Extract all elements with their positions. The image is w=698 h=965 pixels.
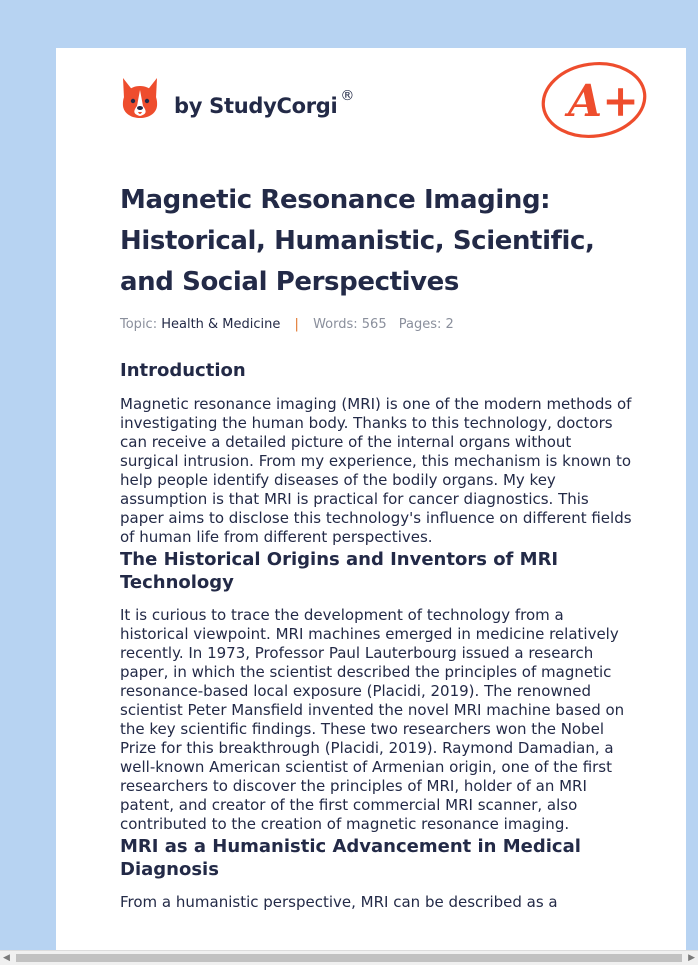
pages-label: Pages:	[398, 317, 442, 332]
section-heading-introduction: Introduction	[120, 360, 246, 381]
topic-link[interactable]: Health & Medicine	[161, 317, 281, 332]
registered-mark: ®	[340, 88, 355, 104]
scrollbar-thumb[interactable]	[16, 954, 682, 962]
a-plus-grade-icon	[538, 58, 650, 140]
section-text-historical: It is curious to trace the development of technology from a historical viewpoint. MRI machines emerged in medicine relatively recently. In 1973, Professor Paul Lauterbourg issued a research paper, in which the scientist described the principles of magnetic resonance-based local exposure (Placidi, 2019). The renowned scientist Peter Mansfield invented the novel MRI machine based on the key scientific findings. These two researchers won the Nobel Prize for this breakthrough (Placidi, 2019). Raymond Damadian, a well-known American scientist of Armenian origin, one of the first researchers to discover the principles of MRI, holder of an MRI patent, and creator of the first commercial MRI scanner, also contributed to the creation of magnetic resonance imaging.	[120, 605, 625, 833]
corgi-icon	[120, 76, 160, 120]
section-heading-humanistic: MRI as a Humanistic Advancement in Medical Diagnosis	[120, 835, 581, 880]
words-label: Words:	[313, 317, 358, 332]
scroll-left-icon[interactable]: ◀	[3, 953, 10, 963]
article-meta	[120, 317, 632, 337]
article-title: Magnetic Resonance Imaging: Historical, Humanistic, Scientific, and Social Perspectives	[120, 185, 595, 297]
document-page	[56, 48, 686, 950]
horizontal-scrollbar[interactable]	[0, 950, 698, 965]
section-text-humanistic: From a humanistic perspective, MRI can be described as a	[120, 892, 558, 911]
section-text-introduction: Magnetic resonance imaging (MRI) is one of the modern methods of investigating the human body. Thanks to this technology, doctors can receive a detailed picture of the internal organs without surgical intrusion. From my experience, this mechanism is known to help people identify diseases of the bodily organs. My key assumption is that MRI is practical for cancer diagnostics. This paper aims to disclose this technology's influence on different fields of human life from different perspectives.	[120, 394, 632, 546]
article-content	[120, 180, 632, 912]
topic-label: Topic:	[120, 317, 158, 332]
words-value: 565	[361, 317, 387, 332]
studycorgi-logo[interactable]	[120, 76, 354, 120]
section-heading-historical: The Historical Origins and Inventors of MRI Technology	[120, 548, 559, 593]
grade-text: A+	[568, 76, 640, 127]
pages-value: 2	[445, 317, 454, 332]
brand-name-text: by StudyCorgi	[174, 94, 338, 118]
meta-separator: |	[294, 317, 299, 332]
scroll-right-icon[interactable]: ▶	[688, 953, 695, 963]
brand-name	[174, 88, 355, 118]
